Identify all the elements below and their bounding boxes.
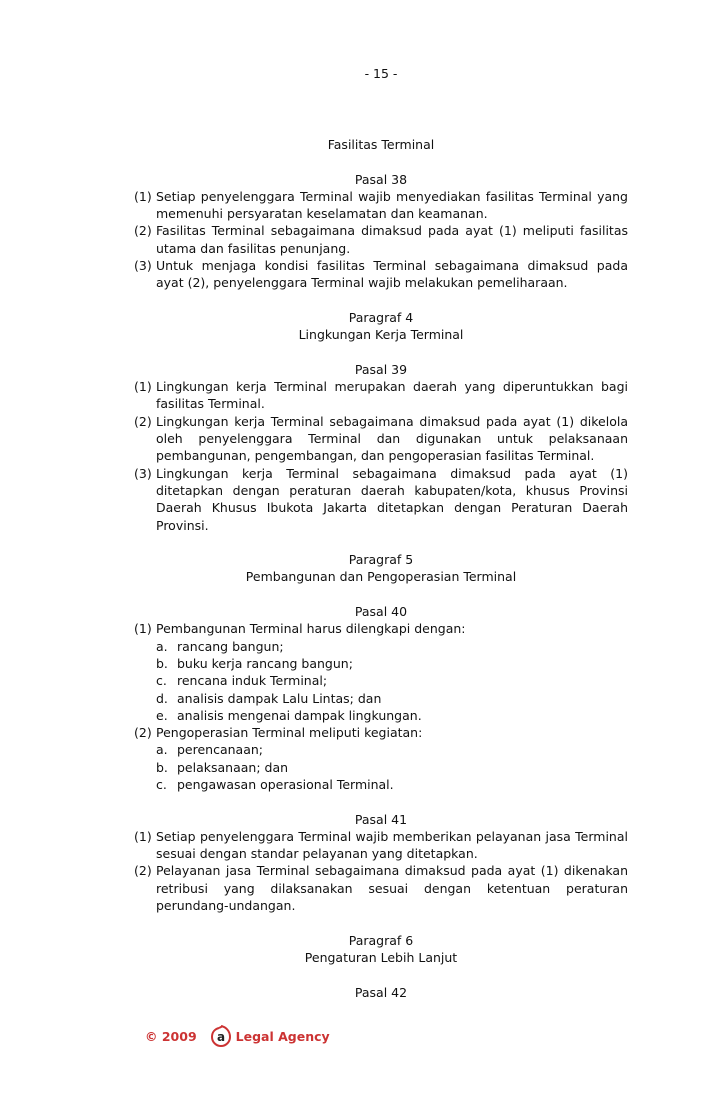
item-text: Pelayanan jasa Terminal sebagaimana dimaksud pada ayat (1) dikenakan retribusi yang dilaksanakan sesuai dengan ketentuan peraturan perundang-undangan.: [156, 863, 628, 914]
paragraf-5-label: Paragraf 5: [348, 552, 414, 568]
sub-text: rencana induk Terminal;: [177, 673, 328, 689]
pasal-38-title: Pasal 38: [354, 171, 408, 187]
item-text: Fasilitas Terminal sebagaimana dimaksud pada ayat (1) meliputi fasilitas utama dan fasilitas penunjang.: [156, 223, 628, 256]
sub-item: [156, 690, 628, 707]
sub-letter: a.: [156, 742, 168, 758]
list-item: [134, 378, 628, 413]
sub-letter: d.: [156, 690, 168, 706]
sub-letter: b.: [156, 759, 168, 775]
item-number: (1): [134, 621, 152, 637]
list-item: [134, 620, 628, 637]
copyright-text: © 2009: [145, 1028, 197, 1044]
sub-text: buku kerja rancang bangun;: [177, 655, 353, 671]
pasal-40-title: Pasal 40: [354, 604, 408, 620]
pasal-39-title: Pasal 39: [354, 361, 408, 377]
paragraf-4-label: Paragraf 4: [348, 309, 414, 325]
sub-item: [156, 776, 628, 793]
page-number: - 15 -: [364, 66, 398, 81]
item-number: (1): [134, 828, 152, 844]
paragraf-6-label: Paragraf 6: [348, 932, 414, 948]
sub-item: [156, 638, 628, 655]
sub-item: [156, 655, 628, 672]
paragraf-6-title: Pengaturan Lebih Lanjut: [304, 949, 458, 965]
sub-item: [156, 759, 628, 776]
item-number: (2): [134, 725, 152, 741]
item-text: Pembangunan Terminal harus dilengkapi dengan:: [156, 621, 466, 637]
sub-letter: c.: [156, 673, 167, 689]
item-number: (3): [134, 465, 152, 481]
item-number: (2): [134, 413, 152, 429]
item-number: (3): [134, 258, 152, 274]
sub-letter: b.: [156, 655, 168, 671]
sub-letter: c.: [156, 776, 167, 792]
item-text: Lingkungan kerja Terminal sebagaimana dimaksud pada ayat (1) ditetapkan dengan peraturan daerah kabupaten/kota, khusus Provinsi Daerah Khusus Ibukota Jakarta ditetapkan dengan Peraturan Daerah Provinsi.: [156, 465, 628, 533]
item-number: (1): [134, 379, 152, 395]
item-text: Untuk menjaga kondisi fasilitas Terminal sebagaimana dimaksud pada ayat (2), penyelenggara Terminal wajib melakukan pemeliharaan.: [156, 258, 628, 291]
list-item: [134, 222, 628, 257]
item-number: (1): [134, 188, 152, 204]
svg-text:a: a: [216, 1030, 225, 1044]
sub-text: rancang bangun;: [177, 638, 284, 654]
pasal-42-title: Pasal 42: [354, 984, 408, 1000]
sub-item: [156, 741, 628, 758]
list-item: [134, 257, 628, 292]
sub-letter: e.: [156, 707, 168, 723]
agency-name: Legal Agency: [235, 1028, 330, 1044]
paragraf-4-title: Lingkungan Kerja Terminal: [298, 327, 464, 343]
pasal-41-title: Pasal 41: [354, 811, 408, 827]
list-item: [134, 724, 628, 741]
list-item: [134, 828, 628, 863]
footer: [145, 1025, 330, 1047]
sub-letter: a.: [156, 638, 168, 654]
list-item: [134, 188, 628, 223]
list-item: [134, 413, 628, 465]
legal-agency-logo-icon: [210, 1025, 232, 1047]
sub-item: [156, 707, 628, 724]
sub-text: analisis mengenai dampak lingkungan.: [177, 707, 422, 723]
section-title: Fasilitas Terminal: [327, 137, 435, 152]
sub-text: pengawasan operasional Terminal.: [177, 776, 394, 792]
sub-text: pelaksanaan; dan: [177, 759, 289, 775]
document-body: [134, 136, 628, 1001]
list-item: [134, 465, 628, 534]
sub-text: analisis dampak Lalu Lintas; dan: [177, 690, 382, 706]
item-text: Lingkungan kerja Terminal merupakan daerah yang diperuntukkan bagi fasilitas Terminal.: [156, 379, 628, 412]
sub-item: [156, 672, 628, 689]
sub-text: perencanaan;: [177, 742, 264, 758]
item-number: (2): [134, 863, 152, 879]
item-text: Setiap penyelenggara Terminal wajib menyediakan fasilitas Terminal yang memenuhi persyaratan keselamatan dan keamanan.: [156, 188, 628, 222]
item-text: Lingkungan kerja Terminal sebagaimana dimaksud pada ayat (1) dikelola oleh penyelenggara Terminal dan digunakan untuk pelaksanaan pembangunan, pengembangan, dan pengoperasian fasilitas Terminal.: [156, 413, 628, 464]
list-item: [134, 862, 628, 914]
item-number: (2): [134, 223, 152, 239]
paragraf-5-title: Pembangunan dan Pengoperasian Terminal: [245, 569, 517, 585]
item-text: Setiap penyelenggara Terminal wajib memberikan pelayanan jasa Terminal sesuai dengan standar pelayanan yang ditetapkan.: [156, 828, 628, 862]
item-text: Pengoperasian Terminal meliputi kegiatan:: [156, 725, 423, 741]
